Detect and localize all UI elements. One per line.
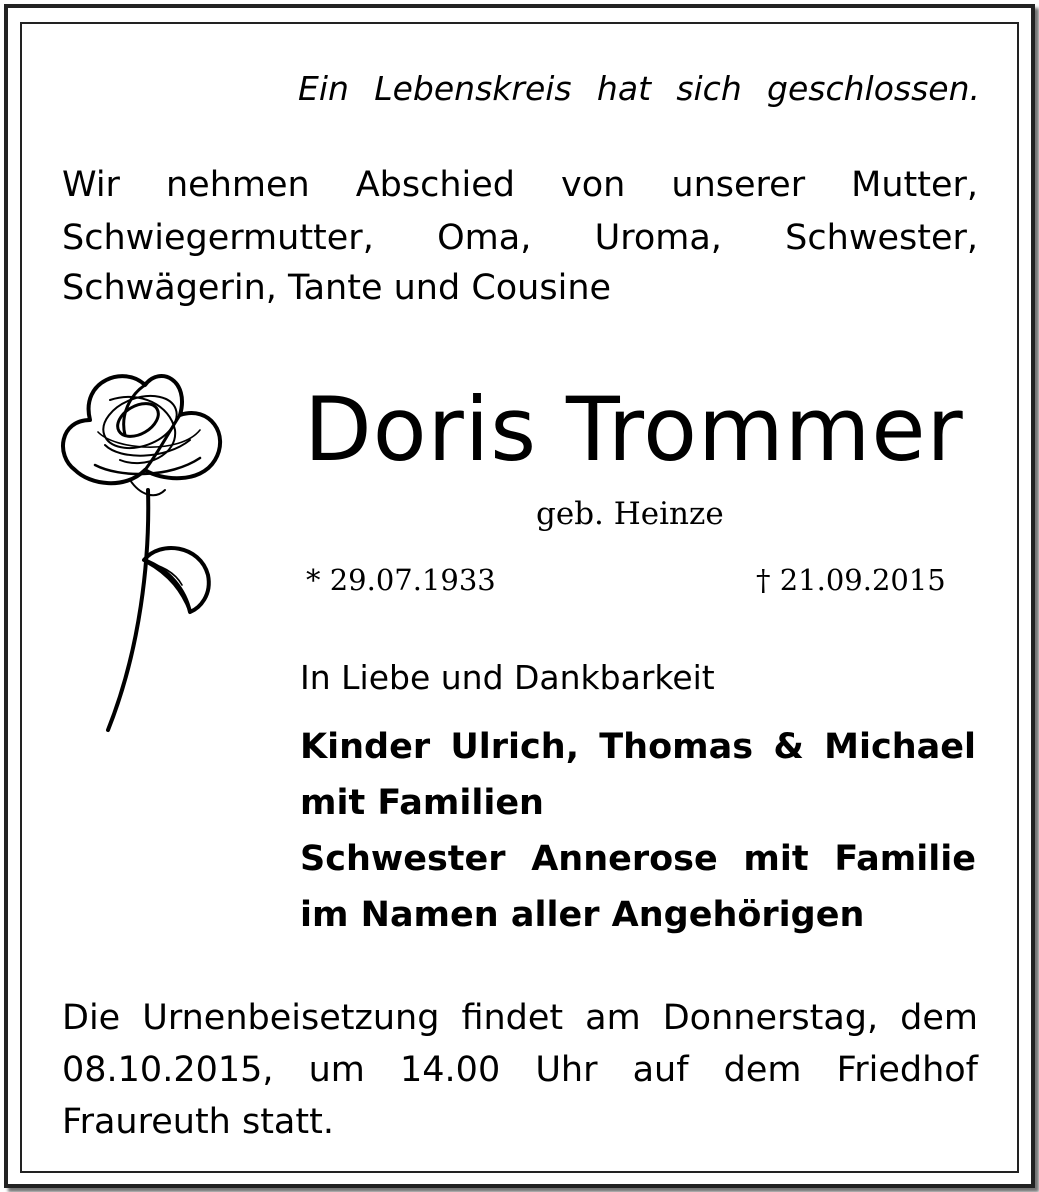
family-line-4: im Namen aller Angehörigen — [300, 895, 865, 935]
funeral-notice-line-2: 08.10.2015, um 14.00 Uhr auf dem Friedhof — [62, 1050, 978, 1090]
intro-line-2: Schwiegermutter, Oma, Uroma, Schwester, — [62, 218, 978, 258]
intro-line-3: Schwägerin, Tante und Cousine — [62, 268, 612, 308]
funeral-notice-line-3: Fraureuth statt. — [62, 1102, 334, 1142]
family-line-3: Schwester Annerose mit Familie — [300, 839, 976, 879]
funeral-notice-line-1: Die Urnenbeisetzung findet am Donnerstag, dem — [62, 998, 978, 1038]
death-date: † 21.09.2015 — [756, 563, 946, 597]
intro-line-1: Wir nehmen Abschied von unserer Mutter, — [62, 165, 978, 205]
rose-icon — [50, 360, 230, 740]
birth-date: * 29.07.1933 — [306, 563, 496, 597]
maiden-name: geb. Heinze — [536, 496, 724, 532]
motto: Ein Lebenskreis hat sich geschlossen. — [298, 69, 980, 108]
deceased-name: Doris Trommer — [304, 378, 964, 481]
family-line-2: mit Familien — [300, 783, 544, 823]
closing-phrase: In Liebe und Dankbarkeit — [300, 658, 715, 697]
family-line-1: Kinder Ulrich, Thomas & Michael — [300, 727, 976, 767]
